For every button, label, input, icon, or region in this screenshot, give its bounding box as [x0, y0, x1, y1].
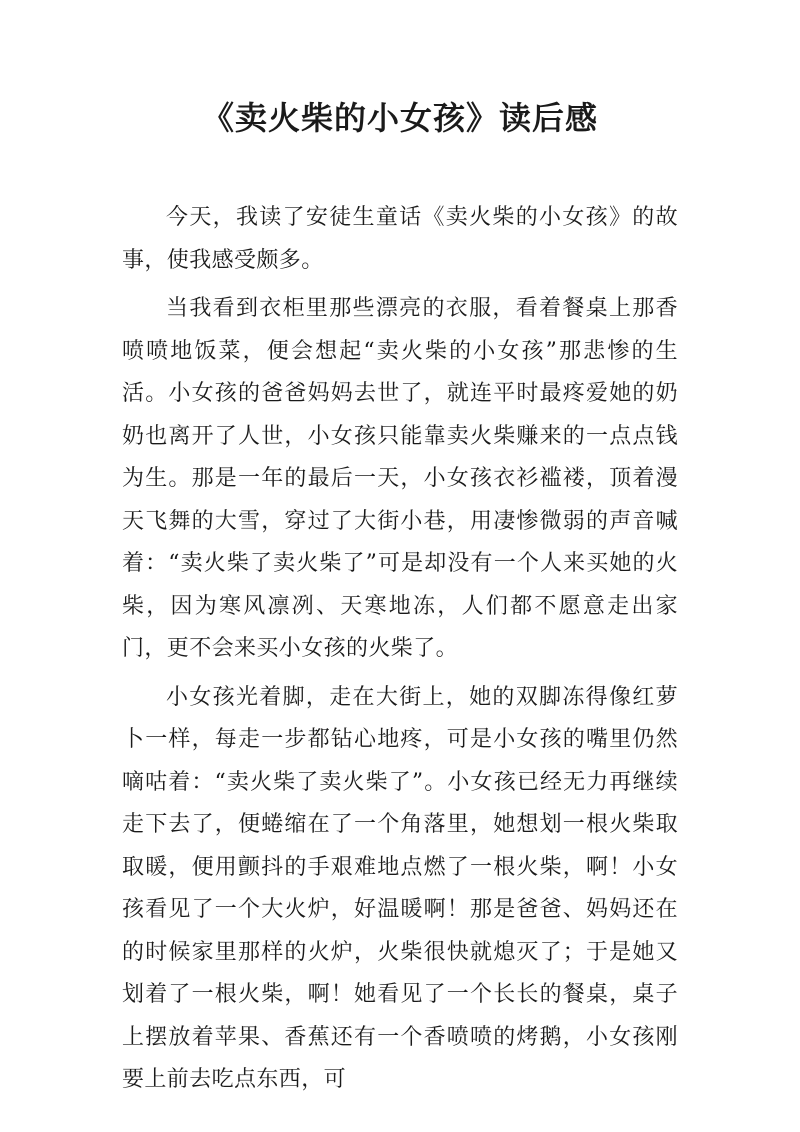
document-title: 《卖火柴的小女孩》读后感	[201, 99, 598, 137]
paragraph-2: 当我看到衣柜里那些漂亮的衣服，看着餐桌上那香喷喷地饭菜，便会想起“卖火柴的小女孩”那悲惨的生活。小女孩的爸爸妈妈去世了，就连平时最疼爱她的奶奶也离开了人世，小女孩只能靠卖火柴赚来的一点点钱为生。那是一年的最后一天，小女孩衣衫褴褛，顶着漫天飞舞的大雪，穿过了大街小巷，用凄惨微弱的声音喊着：“卖火柴了卖火柴了”可是却没有一个人来买她的火柴，因为寒风凛冽、天寒地冻，人们都不愿意走出家门，更不会来买小女孩的火柴了。	[122, 296, 678, 661]
document-body	[122, 197, 678, 1102]
paragraph-3: 小女孩光着脚，走在大街上，她的双脚冻得像红萝卜一样，每走一步都钻心地疼，可是小女孩的嘴里仍然嘀咕着：“卖火柴了卖火柴了”。小女孩已经无力再继续走下去了，便蜷缩在了一个角落里，她想划一根火柴取取暖，便用颤抖的手艰难地点燃了一根火柴，啊！小女孩看见了一个大火炉，好温暖啊！那是爸爸、妈妈还在的时候家里那样的火炉，火柴很快就熄灭了；于是她又划着了一根火柴，啊！她看见了一个长长的餐桌，桌子上摆放着苹果、香蕉还有一个香喷喷的烤鹅，小女孩刚要上前去吃点东西，可	[122, 684, 678, 1092]
paragraph-1: 今天，我读了安徒生童话《卖火柴的小女孩》的故事，使我感受颇多。	[122, 205, 678, 273]
